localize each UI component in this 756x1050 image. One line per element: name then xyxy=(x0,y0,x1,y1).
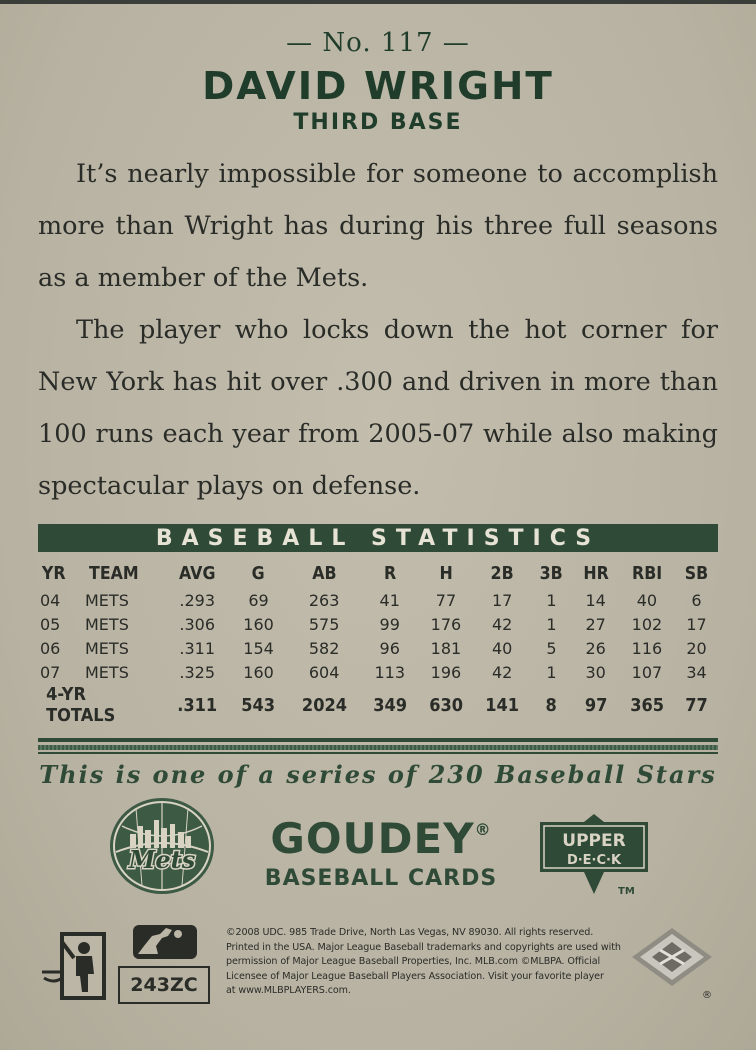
col-header-avg: AVG xyxy=(179,562,216,584)
stat-cell: 1 xyxy=(546,662,557,682)
stat-cell: 176 xyxy=(430,614,462,634)
stat-cell: METS xyxy=(85,662,129,682)
divider-rule xyxy=(38,745,718,750)
player-position: THIRD BASE xyxy=(293,110,463,135)
stats-header-row xyxy=(38,558,718,588)
legal-line: at www.MLBPLAYERS.com. xyxy=(226,985,351,996)
card-number: — No. 117 — xyxy=(286,28,470,58)
stat-cell: 107 xyxy=(631,662,663,682)
col-header-hr: HR xyxy=(582,562,609,584)
stat-cell: 5 xyxy=(546,638,557,658)
total-cell: 2024 xyxy=(301,694,347,716)
upper-deck-tm: TM xyxy=(618,886,635,897)
total-cell: .311 xyxy=(177,694,218,716)
stat-cell: 26 xyxy=(585,638,606,658)
totals-label: 4-YR TOTALS xyxy=(46,684,116,726)
col-header-2b: 2B xyxy=(490,562,514,584)
total-cell: 543 xyxy=(241,694,276,716)
legal-line: Printed in the USA. Major League Baseball trademarks and copyrights are used with xyxy=(226,941,621,953)
mlb-logo-icon xyxy=(132,924,198,960)
registered-mark: ® xyxy=(702,990,712,1001)
stat-cell: 07 xyxy=(40,662,61,682)
stat-cell: 34 xyxy=(686,662,707,682)
stat-cell: 99 xyxy=(379,614,400,634)
stat-cell: 20 xyxy=(686,638,707,658)
stat-cell: 582 xyxy=(308,638,340,658)
col-header-sb: SB xyxy=(684,562,709,584)
goudey-title-text: GOUDEY xyxy=(270,814,475,863)
stat-cell: 102 xyxy=(631,614,663,634)
stats-row xyxy=(38,588,718,612)
stat-cell: 30 xyxy=(585,662,606,682)
stat-cell: 196 xyxy=(430,662,462,682)
stats-title: BASEBALL STATISTICS xyxy=(38,524,718,552)
stat-cell: 40 xyxy=(636,590,658,610)
stat-cell: 263 xyxy=(308,590,340,610)
upper-deck-line1: UPPER xyxy=(562,831,626,851)
hall-of-fame-logo-icon xyxy=(40,928,112,1004)
col-header-team: TEAM xyxy=(89,562,139,584)
stat-cell: 69 xyxy=(248,590,269,610)
stat-cell: 04 xyxy=(40,590,61,610)
col-header-rbi: RBI xyxy=(631,562,663,584)
stats-row xyxy=(38,636,718,660)
col-header-ab: AB xyxy=(311,562,337,584)
stat-cell: 181 xyxy=(430,638,462,658)
stat-cell: 77 xyxy=(435,590,457,610)
stat-cell: 14 xyxy=(585,590,606,610)
legal-line: ©2008 UDC. 985 Trade Drive, North Las Vegas, NV 89030. All rights reserved. xyxy=(226,927,594,938)
stat-cell: 1 xyxy=(546,614,557,634)
col-header-g: G xyxy=(252,562,266,584)
stat-cell: .306 xyxy=(179,614,216,634)
bio-paragraph-2: The player who locks down the hot corner for New York has hit over .300 and driven in more than 100 runs each year from 2005-07 while also making spectacular plays on defense. xyxy=(38,315,718,501)
col-header-yr: YR xyxy=(41,562,66,584)
stat-cell: 154 xyxy=(243,638,274,658)
goudey-title xyxy=(246,814,516,863)
stat-cell: .311 xyxy=(179,638,216,658)
mets-logo-text: Mets xyxy=(128,845,196,874)
goudey-subtitle: BASEBALL CARDS xyxy=(264,866,498,891)
stat-cell: 27 xyxy=(585,614,606,634)
legal-line: permission of Major League Baseball Properties, Inc. MLB.com ©MLBPA. Official xyxy=(226,956,601,967)
legal-text xyxy=(226,926,620,999)
stat-cell: METS xyxy=(85,638,129,658)
hologram-icon xyxy=(630,926,714,988)
top-edge xyxy=(0,0,756,4)
total-cell: 97 xyxy=(584,694,607,716)
legal-line: Licensee of Major League Baseball Players Association. Visit your favorite player xyxy=(226,970,604,982)
total-cell: 8 xyxy=(545,694,558,716)
stat-cell: 06 xyxy=(40,638,61,658)
stat-cell: METS xyxy=(85,590,129,610)
stat-cell: 116 xyxy=(631,638,663,658)
stat-cell: 42 xyxy=(491,662,513,682)
mets-logo-icon xyxy=(108,796,216,896)
stat-cell: 17 xyxy=(491,590,513,610)
goudey-reg-mark: ® xyxy=(474,820,492,839)
divider-rule xyxy=(38,752,718,754)
stat-cell: 41 xyxy=(379,590,400,610)
stats-row xyxy=(38,660,718,684)
upper-deck-line2: D·E·C·K xyxy=(566,853,622,868)
stat-cell: 575 xyxy=(308,614,340,634)
total-cell: 365 xyxy=(630,694,664,716)
stat-cell: 17 xyxy=(686,614,707,634)
col-header-3b: 3B xyxy=(539,562,563,584)
stat-cell: 160 xyxy=(243,662,274,682)
stat-cell: 96 xyxy=(379,638,400,658)
stat-cell: 6 xyxy=(691,590,702,610)
stat-cell: 160 xyxy=(243,614,274,634)
stats-totals-row xyxy=(38,684,718,726)
player-bio xyxy=(38,148,718,512)
stat-cell: 42 xyxy=(491,614,513,634)
stat-cell: 05 xyxy=(40,614,61,634)
upper-deck-logo-icon xyxy=(538,814,650,898)
series-text: This is one of a series of 230 Baseball Stars xyxy=(39,760,717,789)
divider-rule xyxy=(38,738,718,742)
col-header-r: R xyxy=(383,562,396,584)
stat-cell: METS xyxy=(85,614,129,634)
bio-paragraph-1: It’s nearly impossible for someone to accomplish more than Wright has during his three full seasons as a member of the Mets. xyxy=(38,159,718,293)
stats-row xyxy=(38,612,718,636)
stat-cell: 604 xyxy=(308,662,340,682)
player-name: DAVID WRIGHT xyxy=(202,64,554,108)
card-code: 243ZC xyxy=(118,966,210,1004)
total-cell: 630 xyxy=(429,694,463,716)
total-cell: 77 xyxy=(685,694,708,716)
stat-cell: .325 xyxy=(179,662,216,682)
stat-cell: 1 xyxy=(546,590,557,610)
total-cell: 141 xyxy=(485,694,520,716)
stat-cell: .293 xyxy=(179,590,216,610)
total-cell: 349 xyxy=(372,694,407,716)
stat-cell: 113 xyxy=(374,662,405,682)
col-header-h: H xyxy=(439,562,453,584)
stat-cell: 40 xyxy=(491,638,513,658)
stats-table xyxy=(38,558,718,726)
